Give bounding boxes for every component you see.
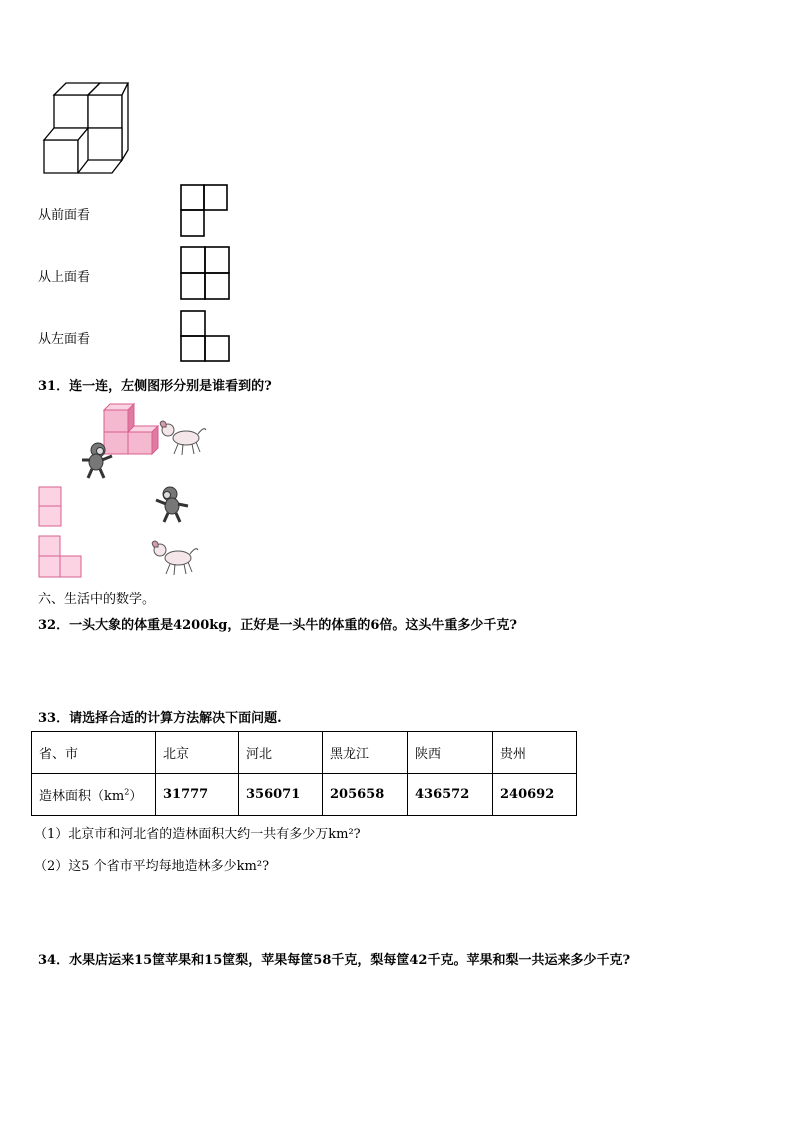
left-view-shape — [180, 310, 232, 364]
question-34: 34．水果店运来15筐苹果和15筐梨，苹果每筐58千克，梨每筐42千克。苹果和梨一共运来多少千克? — [38, 953, 631, 968]
table-cell: 356071 — [239, 774, 323, 816]
view-top-label: 从上面看 — [38, 270, 91, 285]
pink-squares-vertical — [38, 486, 64, 528]
table-cell: 205658 — [323, 774, 408, 816]
table-cell: 31777 — [156, 774, 239, 816]
view-front-label: 从前面看 — [38, 208, 91, 223]
dog-icon — [158, 418, 208, 458]
monkey-icon — [78, 440, 118, 480]
forest-area-table — [31, 731, 577, 816]
table-row — [32, 774, 577, 816]
table-header-cell: 陕西 — [408, 732, 493, 774]
table-header-row — [32, 732, 577, 774]
table-header-cell: 黑龙江 — [323, 732, 408, 774]
table-cell: 240692 — [493, 774, 577, 816]
question-31: 31．连一连，左侧图形分别是谁看到的? — [38, 379, 272, 394]
question-33: 33．请选择合适的计算方法解决下面问题. — [38, 711, 282, 726]
view-left-label: 从左面看 — [38, 332, 91, 347]
monkey-icon — [152, 484, 192, 524]
question-33-sub-2: （2）这5 个省市平均每地造林多少km²? — [34, 859, 270, 874]
table-header-cell: 河北 — [239, 732, 323, 774]
cube-stack-figure — [38, 80, 130, 178]
table-cell: 436572 — [408, 774, 493, 816]
table-header-cell: 北京 — [156, 732, 239, 774]
table-row-label: 造林面积$(km^2)$ — [32, 774, 156, 816]
pink-squares-l-shape — [38, 535, 84, 579]
section-6-title: 六、生活中的数学。 — [38, 592, 156, 607]
table-header-cell: 省、市 — [32, 732, 156, 774]
top-view-shape — [180, 246, 232, 302]
question-33-sub-1: （1）北京市和河北省的造林面积大约一共有多少万km²? — [34, 827, 361, 842]
front-view-shape — [180, 184, 230, 238]
dog-icon — [150, 538, 200, 578]
table-header-cell: 贵州 — [493, 732, 577, 774]
question-32: 32．一头大象的体重是4200kg，正好是一头牛的体重的6倍。这头牛重多少千克? — [38, 618, 518, 633]
